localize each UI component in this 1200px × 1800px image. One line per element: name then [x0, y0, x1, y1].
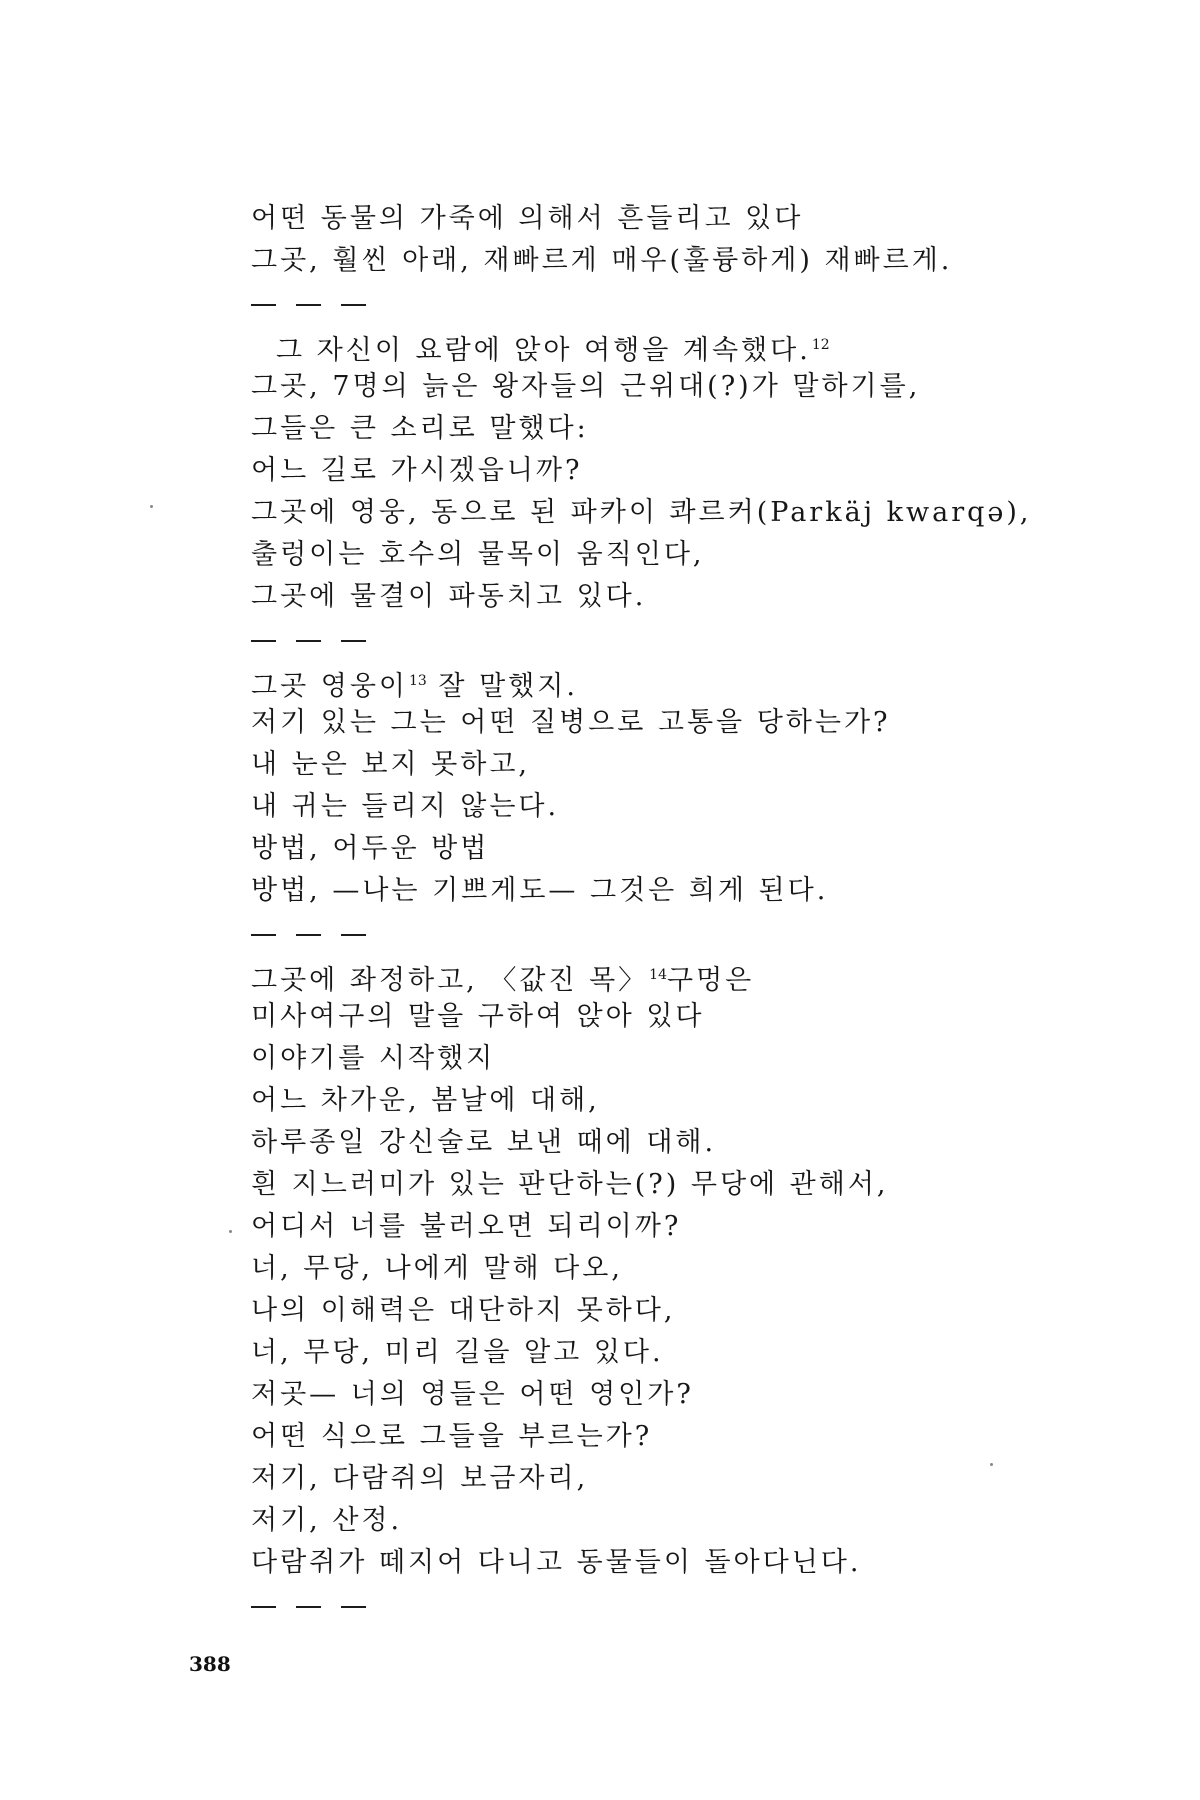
scan-speck [229, 1230, 232, 1233]
poem-text [251, 198, 1071, 1626]
text-line: 다람쥐가 떼지어 다니고 동물들이 돌아다닌다. [251, 1547, 862, 1578]
text-line: 그곳에 물결이 파동치고 있다. [251, 581, 647, 612]
text-line: 저기, 다람쥐의 보금자리, [251, 1463, 589, 1494]
scan-speck [990, 1463, 993, 1466]
text-line: 내 눈은 보지 못하고, [251, 749, 530, 780]
section-divider [251, 282, 1071, 324]
text-line: 내 귀는 들리지 않는다. [251, 791, 560, 822]
text-line: 그곳, 훨씬 아래, 재빠르게 매우(훌륭하게) 재빠르게. [251, 245, 953, 276]
text-line: 그곳 영웅이$^{13}$ 잘 말했지. [251, 671, 578, 702]
text-line: 그곳에 영웅, 동으로 된 파카이 콰르커(Parkäj kwarqə), [251, 497, 1032, 528]
text-line: 어디서 너를 불러오면 되리이까? [251, 1211, 682, 1242]
text-line: 저기, 산정. [251, 1505, 403, 1536]
section-divider [251, 1584, 1071, 1626]
text-line: 그 자신이 요람에 앉아 여행을 계속했다.$^{12}$ [276, 335, 830, 366]
text-line: 그곳, 7명의 늙은 왕자들의 근위대(?)가 말하기를, [251, 371, 921, 402]
text-line: 방법, —나는 기쁘게도— 그것은 희게 된다. [251, 875, 829, 906]
text-line: 하루종일 강신술로 보낸 때에 대해. [251, 1127, 717, 1158]
page-number: 388 [189, 1652, 231, 1676]
text-line: 어떤 식으로 그들을 부르는가? [251, 1421, 653, 1452]
text-line: 저기 있는 그는 어떤 질병으로 고통을 당하는가? [251, 707, 891, 738]
section-divider [251, 912, 1071, 954]
text-line: 출렁이는 호수의 물목이 움직인다, [251, 539, 705, 570]
text-line: 너, 무당, 나에게 말해 다오, [251, 1253, 623, 1284]
text-line: 너, 무당, 미리 길을 알고 있다. [251, 1337, 664, 1368]
footnote-marker: 12 [811, 337, 830, 353]
text-line: 어느 길로 가시겠읍니까? [251, 455, 583, 486]
scan-speck [150, 505, 153, 508]
section-divider [251, 618, 1071, 660]
footnote-marker: 14 [649, 967, 667, 983]
text-line: 어느 차가운, 봄날에 대해, [251, 1085, 600, 1116]
text-line: 나의 이해력은 대단하지 못하다, [251, 1295, 676, 1326]
text-line: 방법, 어두운 방법 [251, 833, 490, 864]
text-line: 그곳에 좌정하고, 〈값진 목〉$^{14}$구멍은 [251, 965, 755, 996]
text-line: 흰 지느러미가 있는 판단하는(?) 무당에 관해서, [251, 1169, 889, 1200]
text-line: 미사여구의 말을 구하여 앉아 있다 [251, 1001, 705, 1032]
text-line: 저곳— 너의 영들은 어떤 영인가? [251, 1379, 694, 1410]
footnote-marker: 13 [409, 673, 427, 689]
text-line: 그들은 큰 소리로 말했다: [251, 413, 589, 444]
text-line: 어떤 동물의 가죽에 의해서 흔들리고 있다 [251, 203, 804, 234]
text-line: 이야기를 시작했지 [251, 1043, 496, 1074]
